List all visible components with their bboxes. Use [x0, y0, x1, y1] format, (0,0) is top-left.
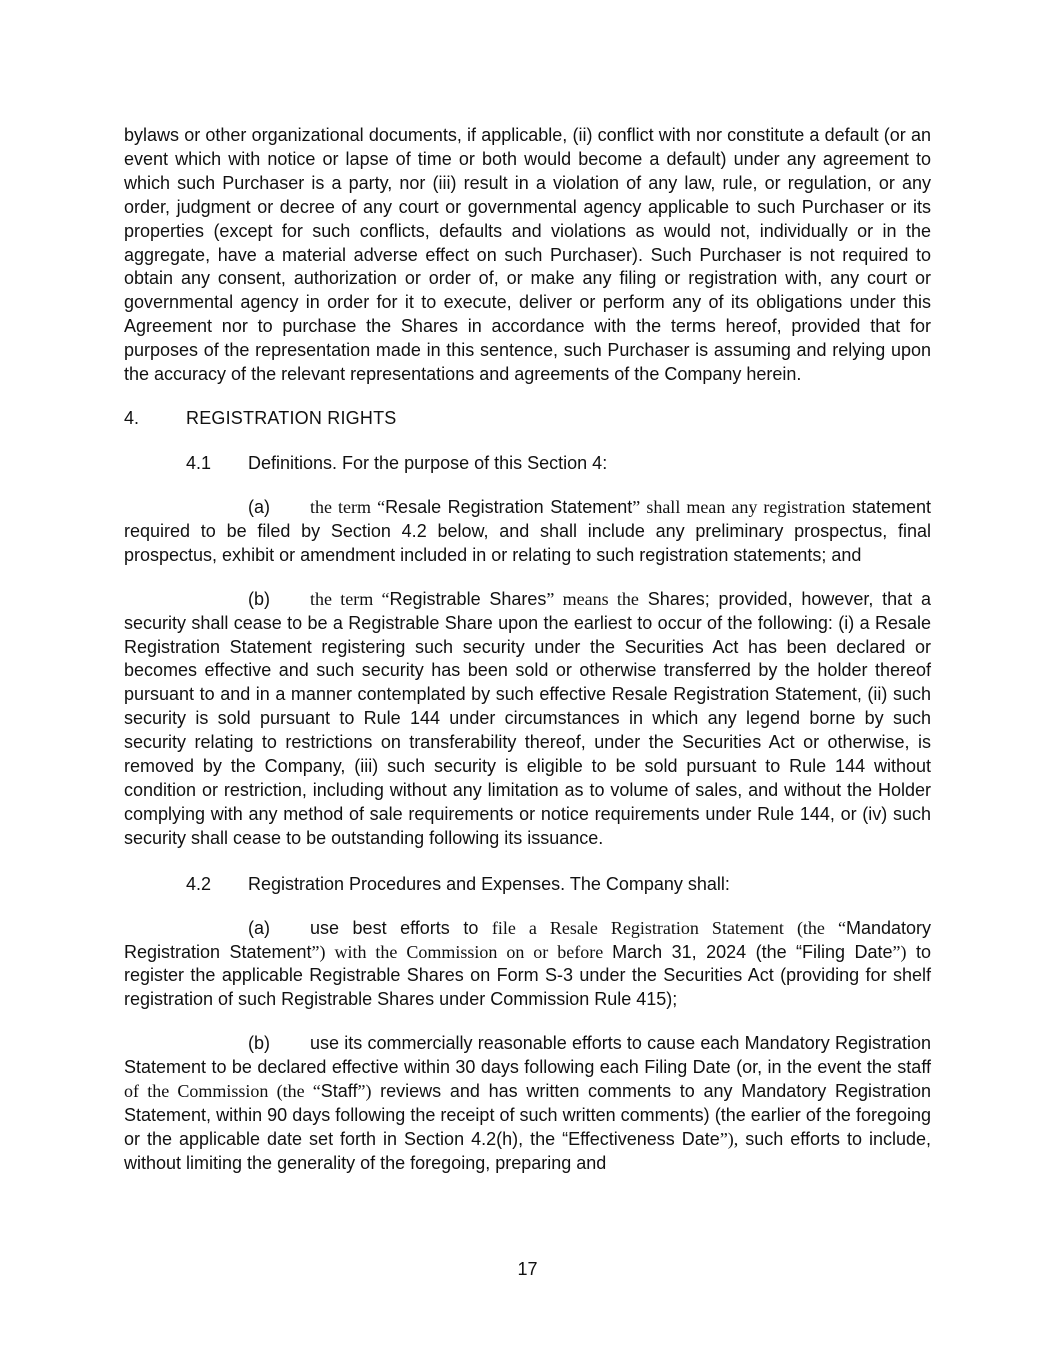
subsection-number: 4.1 [186, 452, 212, 473]
procedure-text: ”) [892, 941, 907, 962]
procedure-b-paragraph [124, 1032, 931, 1175]
definition-lead-close: ” shall mean any registration [632, 496, 846, 517]
section-4-1-heading [124, 451, 931, 475]
section-number: 4. [124, 407, 140, 428]
defined-term: Mandatory Registration Statement [124, 917, 931, 962]
page-number: 17 [517, 1259, 538, 1279]
subsection-title: Registration Procedures and Expenses. The Company shall: [248, 873, 730, 894]
definition-a-paragraph [124, 496, 931, 568]
procedure-text: ”) with the Commission on or before [311, 941, 613, 962]
continuation-paragraph: bylaws or other organizational documents, if applicable, (ii) conflict with nor constitute a default (or an event which with notice or lapse of time or both would become a default) under any agreement to which such Purchaser is a party, nor (iii) result in a violation of any law, rule, or regulation, or any order, judgment or decree of any court or governmental agency applicable to such Purchaser or its properties (except for such conflicts, defaults and violations as would not, individually or in the aggregate, have a material adverse effect on such Purchaser). Such Purchaser is not required to obtain any consent, authorization or order of, or make any filing or registration with, any court or governmental agency in order for it to execute, deliver or perform any of its obligations under this Agreement nor to purchase the Shares in accordance with the terms hereof, provided that for purposes of the representation made in this sentence, such Purchaser is assuming and relying upon the accuracy of the relevant representations and agreements of the Company herein. [124, 125, 931, 385]
procedure-text: of the Commission (the “ [124, 1081, 321, 1102]
procedure-text: use its commercially reasonable efforts to cause each Mandatory Registration Statement to be declared effective within 30 days following each Filing Date (or, in the event the staff [124, 1033, 931, 1078]
procedure-text: such efforts to include, without limiting the generality of the foregoing, preparing and [124, 1128, 931, 1173]
section-4-heading [124, 406, 931, 430]
item-label: (a) [248, 496, 270, 517]
definition-lead-close: ” means the [546, 588, 639, 609]
procedure-text: to register the applicable Registrable Shares on Form S-3 under the Securities Act (providing for shelf registration of such Registrable Shares under Commission Rule 415); [124, 941, 931, 1010]
item-label: (b) [248, 588, 270, 609]
procedure-text: file a Resale Registration Statement (the “ [491, 917, 846, 938]
definition-lead: the term “ [310, 588, 390, 609]
procedure-a-paragraph [124, 917, 931, 1013]
procedure-text: ”) [357, 1081, 372, 1102]
defined-term: Resale Registration Statement [385, 496, 633, 517]
procedure-text: ”), [719, 1128, 739, 1149]
defined-term: Staff [320, 1081, 358, 1102]
definition-body: statement required to be filed by Section 4.2 below, and shall include any preliminary prospectus, final prospectus, exhibit or amendment included in or relating to such registration statements; and [124, 496, 931, 565]
item-label: (a) [248, 917, 270, 938]
subsection-title: Definitions. For the purpose of this Section 4: [248, 452, 608, 473]
definition-b-paragraph [124, 588, 931, 851]
definition-body: Shares; provided, however, that a security shall cease to be a Registrable Share upon the earliest to occur of the following: (i) a Resale Registration Statement registering such security under the Securities Act has been declared or becomes effective and such security has been sold or otherwise transferred by the holder thereof pursuant to and in a manner contemplated by such effective Resale Registration Statement, (ii) such security is sold pursuant to Rule 144 under circumstances in which any legend borne by such security relating to restrictions on transferability thereof, under the Securities Act or otherwise, is removed by the Company, (iii) such security is eligible to be sold pursuant to Rule 144 without condition or restriction, including without any limitation as to volume of sales, and without the Holder complying with any method of sale requirements or notice requirements under Rule 144, or (iv) such security shall cease to be outstanding following its issuance. [124, 588, 931, 848]
subsection-number: 4.2 [186, 873, 212, 894]
procedure-text: use best efforts to [310, 917, 492, 938]
defined-term: Registrable Shares [389, 588, 547, 609]
section-title: REGISTRATION RIGHTS [186, 407, 397, 428]
document-page [124, 124, 931, 1176]
procedure-text: reviews and has written comments to any Mandatory Registration Statement, within 90 days following the receipt of such written comments) (the earlier of the foregoing or the applicable date set forth in Section 4.2(h), the “Effectiveness Date [124, 1081, 931, 1149]
procedure-text: March 31, 2024 (the “Filing Date [612, 941, 893, 962]
definition-lead: the term “ [310, 496, 386, 517]
item-label: (b) [248, 1033, 270, 1054]
section-4-2-heading [124, 872, 931, 896]
